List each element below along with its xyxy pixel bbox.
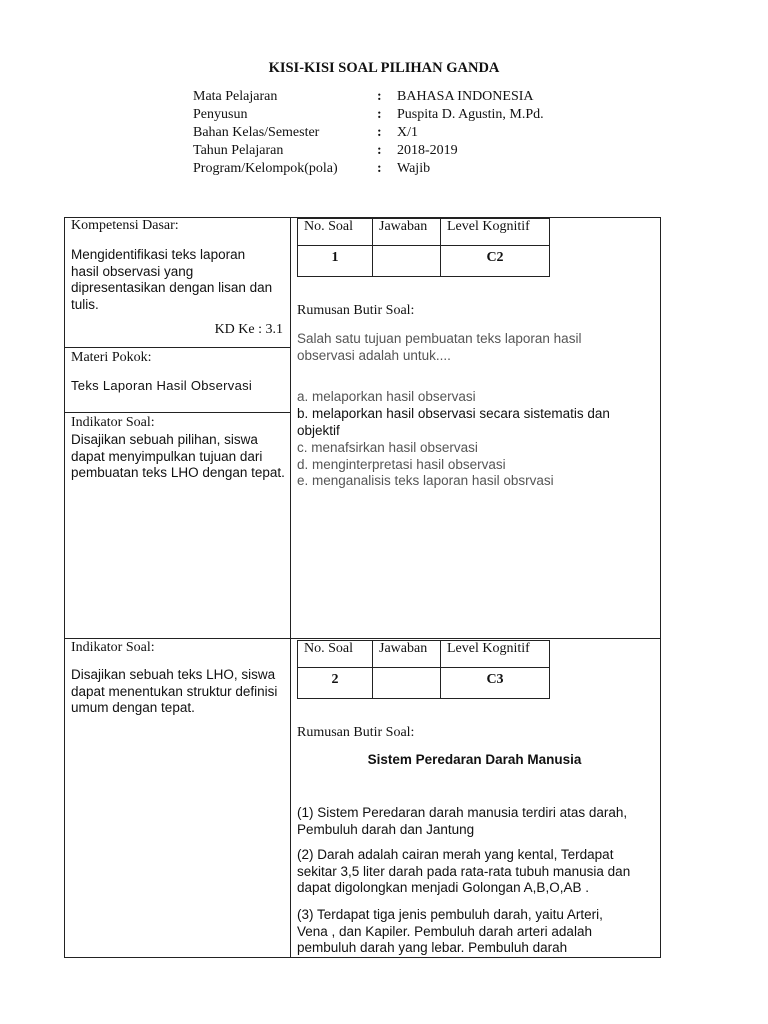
meta-value: X/1 bbox=[397, 125, 418, 140]
kd-label: Kompetensi Dasar: bbox=[71, 218, 179, 233]
indikator-text: Disajikan sebuah pilihan, siswa dapat menyimpulkan tujuan dari pembuatan teks LHO dengan tepat. bbox=[71, 432, 285, 480]
kd-number: KD Ke : 3.1 bbox=[214, 322, 283, 337]
header-no-soal: No. Soal bbox=[298, 219, 373, 246]
no-soal-value: 1 bbox=[298, 246, 373, 277]
table-border bbox=[64, 412, 291, 413]
meta-label: Mata Pelajaran bbox=[193, 89, 278, 104]
soal-info-table bbox=[297, 218, 550, 277]
meta-value: BAHASA INDONESIA bbox=[397, 89, 534, 104]
header-jawaban: Jawaban bbox=[373, 219, 441, 246]
materi-text: Teks Laporan Hasil Observasi bbox=[71, 378, 253, 393]
header-level: Level Kognitif bbox=[441, 219, 550, 246]
question-text: Salah satu tujuan pembuatan teks laporan hasil observasi adalah untuk.... bbox=[297, 331, 582, 363]
level-value: C2 bbox=[441, 246, 550, 277]
jawaban-value bbox=[373, 246, 441, 277]
meta-label: Bahan Kelas/Semester bbox=[193, 125, 320, 140]
meta-sep: : bbox=[377, 161, 382, 176]
level-value: C3 bbox=[441, 668, 550, 699]
text-title: Sistem Peredaran Darah Manusia bbox=[367, 752, 582, 767]
soal-info-table-2 bbox=[297, 640, 550, 699]
rumusan-label-2: Rumusan Butir Soal: bbox=[297, 725, 415, 740]
header-level: Level Kognitif bbox=[441, 641, 550, 668]
meta-sep: : bbox=[377, 107, 382, 122]
jawaban-value bbox=[373, 668, 441, 699]
option-d: d. menginterpretasi hasil observasi bbox=[297, 457, 506, 472]
meta-value: Puspita D. Agustin, M.Pd. bbox=[397, 107, 544, 122]
kd-text: Mengidentifikasi teks laporan hasil observasi yang dipresentasikan dengan lisan dan tulis. bbox=[71, 247, 273, 312]
paragraph-3: (3) Terdapat tiga jenis pembuluh darah, yaitu Arteri, Vena , dan Kapiler. Pembuluh darah arteri adalah pembuluh darah yang lebar. Pembuluh darah bbox=[297, 907, 603, 955]
meta-label: Penyusun bbox=[193, 107, 248, 122]
materi-label: Materi Pokok: bbox=[71, 350, 152, 365]
table-border bbox=[64, 957, 661, 958]
indikator-label-2: Indikator Soal: bbox=[71, 640, 155, 655]
paragraph-1: (1) Sistem Peredaran darah manusia terdiri atas darah, Pembuluh darah dan Jantung bbox=[297, 805, 628, 837]
meta-value: Wajib bbox=[397, 161, 431, 176]
header-jawaban: Jawaban bbox=[373, 641, 441, 668]
option-b: b. melaporkan hasil observasi secara sistematis dan objektif bbox=[297, 406, 610, 438]
meta-label: Program/Kelompok(pola) bbox=[193, 161, 338, 176]
table-border bbox=[290, 217, 291, 958]
option-a: a. melaporkan hasil observasi bbox=[297, 389, 476, 404]
document-title: KISI-KISI SOAL PILIHAN GANDA bbox=[268, 60, 500, 76]
meta-value: 2018-2019 bbox=[397, 143, 458, 158]
table-border bbox=[64, 217, 65, 958]
indikator-text-2: Disajikan sebuah teks LHO, siswa dapat menentukan struktur definisi umum dengan tepat. bbox=[71, 667, 278, 715]
indikator-label: Indikator Soal: bbox=[71, 415, 155, 430]
meta-sep: : bbox=[377, 89, 382, 104]
header-no-soal: No. Soal bbox=[298, 641, 373, 668]
table-border bbox=[660, 217, 661, 958]
option-e: e. menganalisis teks laporan hasil obsrvasi bbox=[297, 473, 554, 488]
meta-label: Tahun Pelajaran bbox=[193, 143, 284, 158]
rumusan-label: Rumusan Butir Soal: bbox=[297, 303, 415, 318]
meta-sep: : bbox=[377, 143, 382, 158]
no-soal-value: 2 bbox=[298, 668, 373, 699]
meta-sep: : bbox=[377, 125, 382, 140]
paragraph-2: (2) Darah adalah cairan merah yang kental, Terdapat sekitar 3,5 liter darah pada rata-rata tubuh manusia dan dapat digolongkan menjadi Golongan A,B,O,AB . bbox=[297, 847, 631, 895]
option-c: c. menafsirkan hasil observasi bbox=[297, 440, 478, 455]
table-border bbox=[64, 638, 661, 639]
table-border bbox=[64, 347, 291, 348]
